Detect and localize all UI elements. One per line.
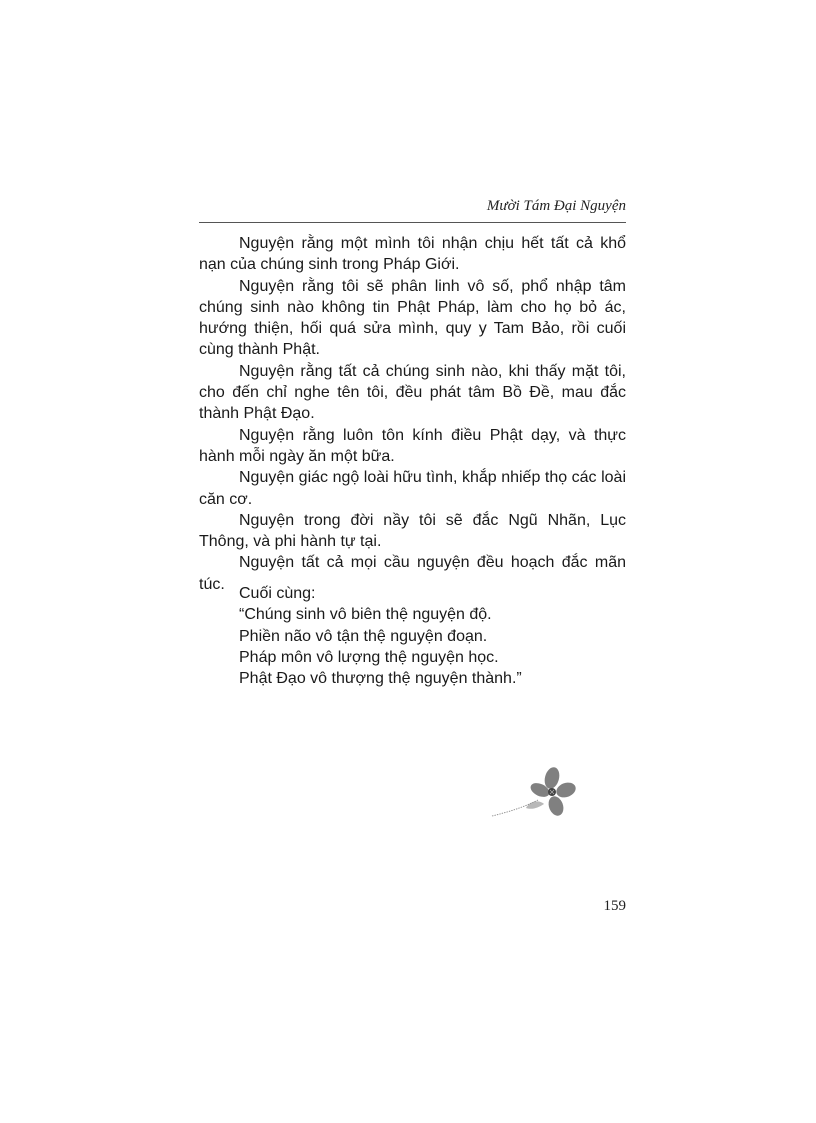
closing-verse (239, 583, 639, 689)
paragraph-1: Nguyện rằng một mình tôi nhận chịu hết tất cả khổ nạn của chúng sinh trong Pháp Giới. (199, 235, 626, 274)
verse-line-3: Pháp môn vô lượng thệ nguyện học. (239, 648, 499, 666)
verse-line-4: Phật Đạo vô thượng thệ nguyện thành.” (239, 670, 522, 688)
running-title: Mười Tám Đại Nguyện (486, 198, 626, 214)
paragraph-2: Nguyện rằng tôi sẽ phân linh vô số, phổ nhập tâm chúng sinh nào không tin Phật Pháp, làm cho họ bỏ ác, hướng thiện, hối quá sửa mình, quy y Tam Bảo, rồi cuối cùng thành Phật. (199, 277, 626, 359)
main-text (199, 233, 626, 595)
paragraph-6: Nguyện trong đời nầy tôi sẽ đắc Ngũ Nhãn, Lục Thông, và phi hành tự tại. (199, 511, 626, 551)
flower-ornament-icon (490, 764, 582, 822)
verse-line-2: Phiền não vô tận thệ nguyện đoạn. (239, 627, 488, 645)
paragraph-5: Nguyện giác ngộ loài hữu tình, khắp nhiếp thọ các loài căn cơ. (199, 469, 626, 508)
closing-intro: Cuối cùng: (239, 585, 316, 602)
header-rule (199, 222, 626, 223)
verse-line-1: “Chúng sinh vô biên thệ nguyện độ. (239, 606, 492, 624)
paragraph-4: Nguyện rằng luôn tôn kính điều Phật dạy, và thực hành mỗi ngày ăn một bữa. (199, 426, 626, 465)
page-number: 159 (603, 898, 626, 914)
paragraph-3: Nguyện rằng tất cả chúng sinh nào, khi thấy mặt tôi, cho đến chỉ nghe tên tôi, đều phát tâm Bồ Đề, mau đắc thành Phật Đạo. (199, 362, 626, 423)
paragraph-7: Nguyện tất cả mọi cầu nguyện đều hoạch đắc mãn túc. (199, 554, 626, 593)
